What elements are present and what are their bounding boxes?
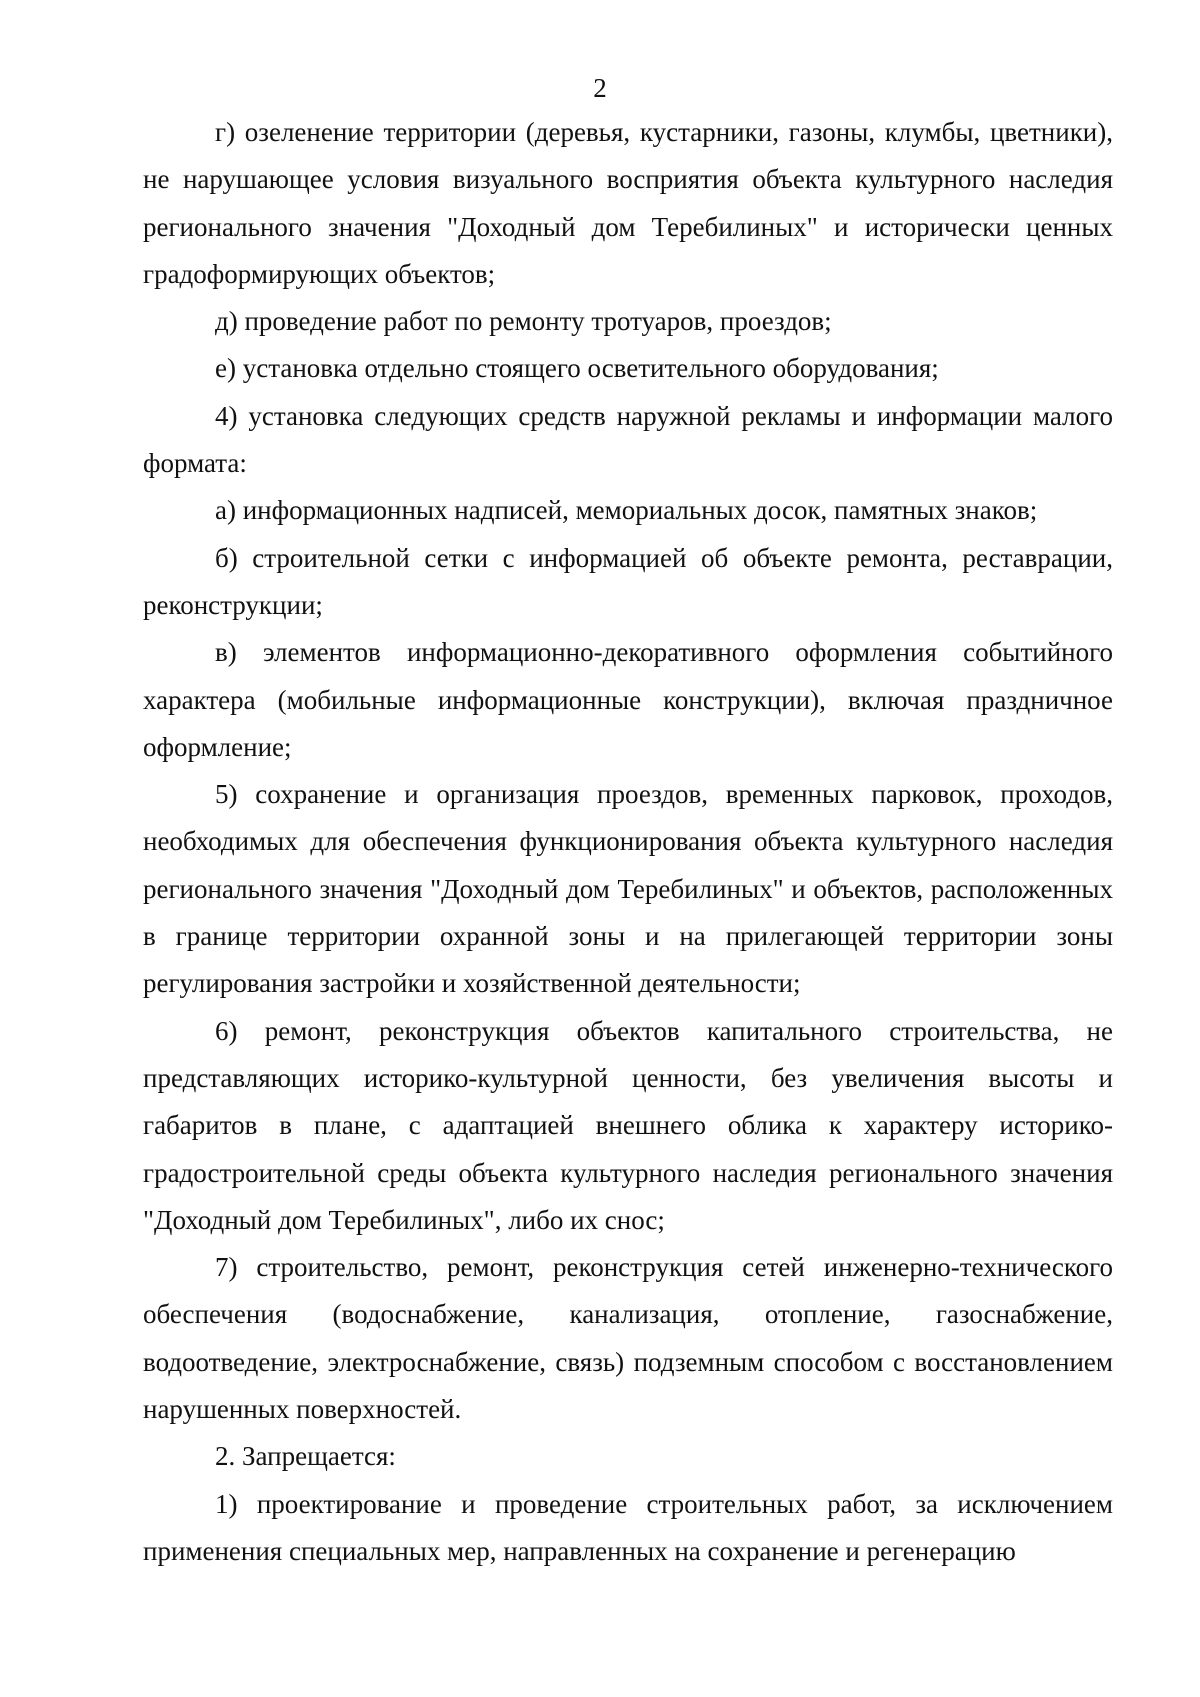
paragraph-b-construction-mesh: б) строительной сетки с информацией об объекте ремонта, реставрации, реконструкции;	[143, 542, 1113, 620]
paragraph-5-passages: 5) сохранение и организация проездов, временных парковок, проходов, необходимых для обеспечения функционирования объекта культурного наследия регионального значения "Доходный дом Теребилиных" и объектов, расположенных в границе территории охранной зоны и на прилегающей территории зоны регулирования застройки и хозяйственной деятельности;	[143, 779, 1113, 999]
document-body	[143, 109, 1113, 1575]
paragraph-e-lighting: е) установка отдельно стоящего осветительного оборудования;	[215, 353, 939, 384]
paragraph-6-renovation: 6) ремонт, реконструкция объектов капитального строительства, не представляющих историко-культурной ценности, без увеличения высоты и габаритов в плане, с адаптацией внешнего облика к характеру историко-градостроительной среды объекта культурного наследия регионального значения "Доходный дом Теребилиных", либо их снос;	[143, 1015, 1113, 1235]
paragraph-v-decorative-elements: в) элементов информационно-декоративного оформления событийного характера (мобильные информационные конструкции), включая праздничное оформление;	[143, 637, 1113, 762]
paragraph-4-advertising: 4) установка следующих средств наружной рекламы и информации малого формата:	[143, 400, 1113, 479]
paragraph-d-sidewalk-repair: д) проведение работ по ремонту тротуаров, проездов;	[215, 306, 832, 337]
paragraph-1-design-prohibition: 1) проектирование и проведение строительных работ, за исключением применения специальных мер, направленных на сохранение и регенерацию	[143, 1488, 1113, 1566]
paragraph-g-landscaping: г) озеленение территории (деревья, кустарники, газоны, клумбы, цветники), не нарушающее условия визуального восприятия объекта культурного наследия регионального значения "Доходный дом Теребилиных" и исторически ценных градоформирующих объектов;	[143, 117, 1113, 289]
page-number: 2	[593, 73, 607, 103]
paragraph-7-networks: 7) строительство, ремонт, реконструкция сетей инженерно-технического обеспечения (водоснабжение, канализация, отопление, газоснабжение, водоотведение, электроснабжение, связь) подземным способом с восстановлением нарушенных поверхностей.	[143, 1252, 1113, 1425]
paragraph-a-inscriptions: а) информационных надписей, мемориальных досок, памятных знаков;	[215, 495, 1038, 526]
paragraph-2-prohibited: 2. Запрещается:	[215, 1441, 396, 1472]
